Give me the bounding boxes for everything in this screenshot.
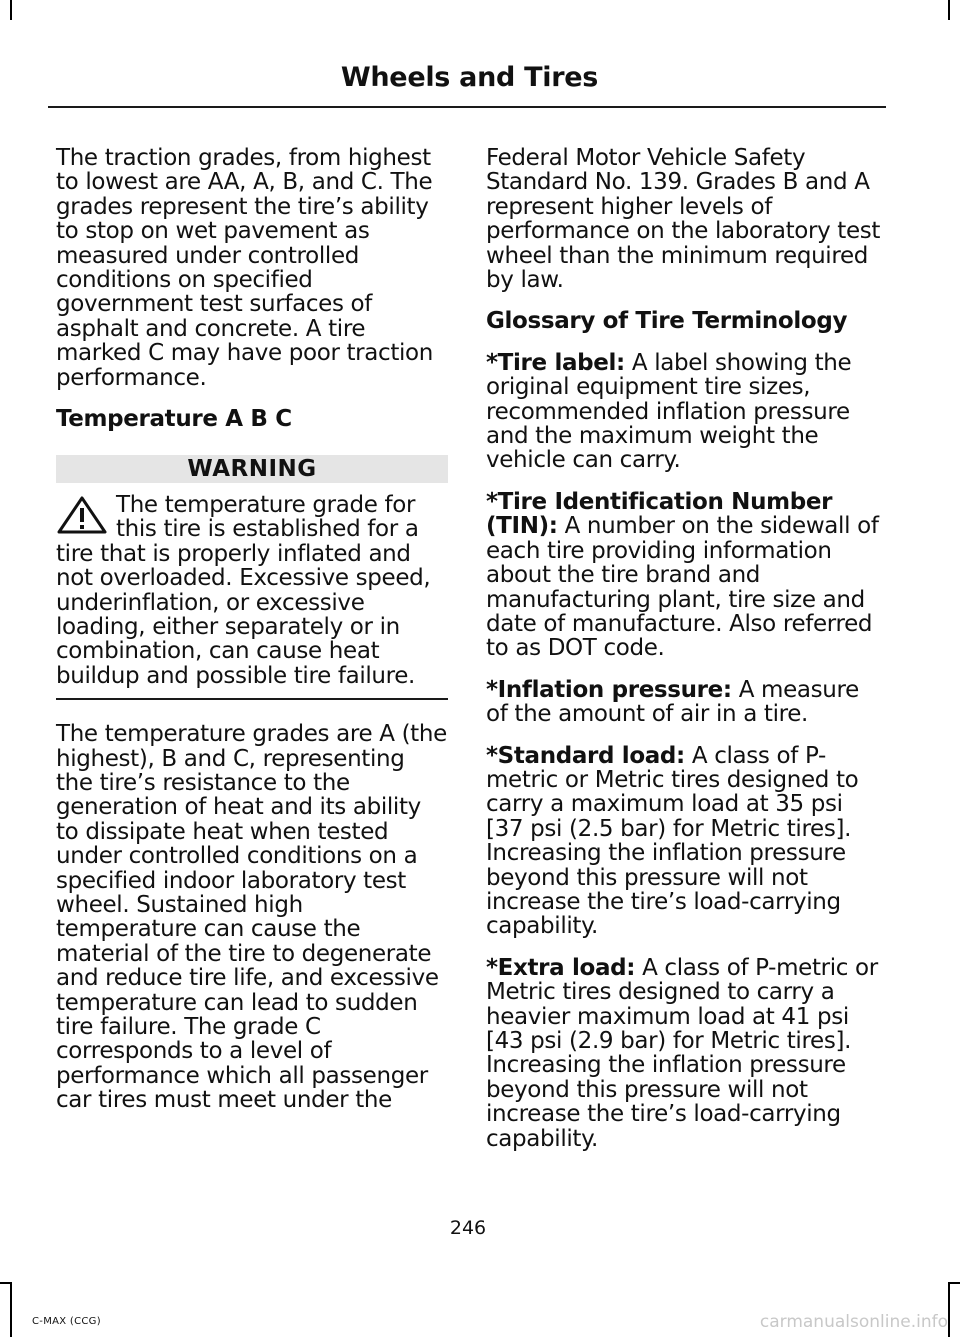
glossary-definition: A class of P-metric or Metric tires designed to carry a heavier maximum load at 41 psi [43 psi (2.9 bar) for Metric tires]. Increasing the inflation pressure beyond this pressure will not increase the tire’s load-carrying capability. — [486, 954, 878, 1152]
glossary-entry — [486, 351, 882, 473]
watermark: carmanualsonline.info — [759, 1312, 948, 1332]
page-number: 246 — [449, 1217, 487, 1239]
glossary-definition: A label showing the original equipment tire sizes, recommended inflation pressure and the maximum weight the vehicle can carry. — [486, 349, 852, 474]
warning-label: WARNING — [56, 455, 448, 482]
footer-model: C-MAX (CCG) — [32, 1316, 101, 1327]
crop-mark — [10, 1282, 12, 1337]
header-divider — [48, 106, 886, 108]
glossary-entry — [486, 678, 882, 727]
glossary-definition: A number on the sidewall of each tire providing information about the tire brand and manufacturing plant, tire size and date of manufacture. Also referred to as DOT code. — [486, 513, 879, 662]
glossary-term: *Tire Identification Number (TIN): — [486, 488, 833, 540]
section-title: Wheels and Tires — [340, 62, 598, 93]
glossary-entry — [486, 956, 882, 1151]
crop-mark — [10, 0, 12, 20]
crop-mark — [0, 1282, 10, 1284]
crop-mark — [948, 1282, 950, 1337]
glossary-entry — [486, 490, 882, 661]
warning-box — [56, 455, 448, 700]
temperature-paragraph: The temperature grades are A (the highest), B and C, representing the tire’s resistance to the generation of heat and its ability to dissipate heat when tested under controlled conditions on a specified indoor laboratory test wheel. Sustained high temperature can cause the material of the tire to degenerate and reduce tire life, and excessive temperature can lead to sudden tire failure. The grade C corresponds to a level of performance which all passenger car tires must meet under the — [56, 721, 447, 1114]
warning-text: The temperature grade for this tire is established for a tire that is properly inflated and not overloaded. Excessive speed, underinflation, or excessive loading, either separately or in combination, can cause heat buildup and possible tire failure. — [56, 491, 431, 689]
continued-paragraph: Federal Motor Vehicle Safety Standard No. 139. Grades B and A represent higher levels of performance on the laboratory test wheel than the minimum required by law. — [486, 145, 881, 294]
crop-mark — [950, 1282, 960, 1284]
glossary-definition: A class of P-metric or Metric tires designed to carry a maximum load at 35 psi [37 psi (2.5 bar) for Metric tires]. Increasing the inflation pressure beyond this pressure will not increase the tire’s load-carrying capability. — [486, 742, 859, 940]
temperature-heading: Temperature A B C — [56, 406, 292, 433]
traction-paragraph: The traction grades, from highest to lowest are AA, A, B, and C. The grades represent the tire’s ability to stop on wet pavement as measured under controlled conditions on specified government test surfaces of asphalt and concrete. A tire marked C may have poor traction performance. — [56, 145, 433, 391]
warning-body — [56, 493, 448, 700]
crop-mark — [948, 0, 950, 20]
glossary-definition: A measure of the amount of air in a tire. — [486, 676, 859, 728]
glossary-term: *Tire label: — [486, 349, 625, 376]
left-column — [56, 146, 448, 1130]
glossary-term: *Extra load: — [486, 954, 636, 981]
right-column — [486, 146, 882, 1168]
glossary-term: *Standard load: — [486, 742, 685, 769]
glossary-term: *Inflation pressure: — [486, 676, 732, 703]
glossary-heading: Glossary of Tire Terminology — [486, 308, 848, 335]
warning-triangle-icon — [56, 495, 108, 535]
glossary-entry — [486, 744, 882, 939]
